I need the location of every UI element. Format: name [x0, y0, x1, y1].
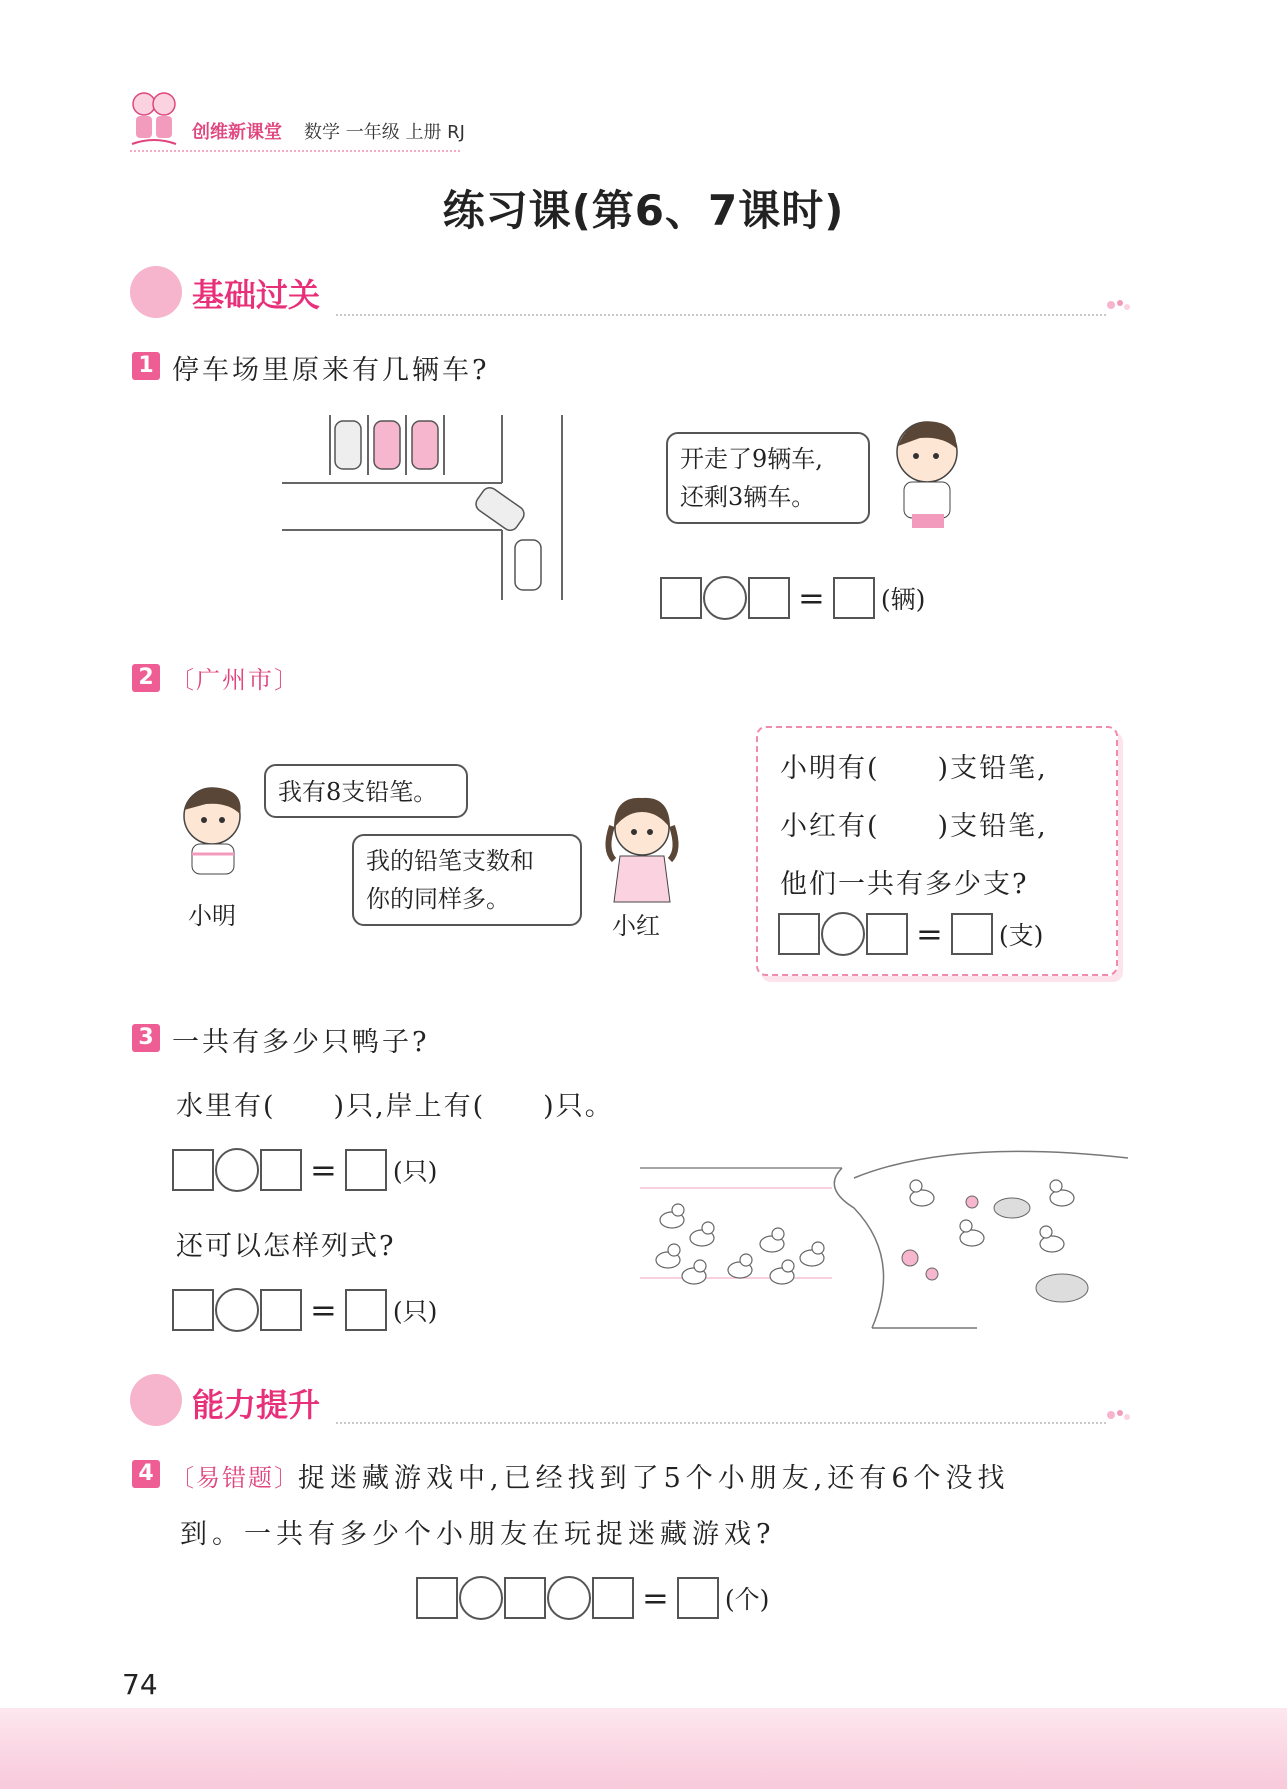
q3-alt-prompt: 还可以怎样列式?	[176, 1231, 396, 1262]
brand-name: 创维新课堂	[192, 122, 282, 143]
q2-line-2: 小红有( )支铅笔,	[780, 811, 1048, 842]
speech-bubble-cars	[666, 432, 870, 524]
q4-equation	[416, 1576, 769, 1620]
equals-sign: =	[916, 915, 943, 953]
q3-equation-1	[172, 1148, 437, 1192]
answer-box[interactable]	[172, 1149, 214, 1191]
unit-label: (辆)	[880, 585, 926, 614]
q2-line-1: 小明有( )支铅笔,	[780, 753, 1048, 784]
boy-character-icon	[872, 410, 977, 535]
operator-circle[interactable]	[459, 1576, 503, 1620]
unit-label: (支)	[998, 921, 1044, 950]
xiaohong-name: 小红	[612, 912, 660, 940]
question-3-text: 一共有多少只鸭子?	[172, 1027, 430, 1058]
question-2-number: 2	[132, 664, 160, 692]
xiaohong-character-icon	[598, 790, 688, 910]
speech-bubble-xiaoming: 我有8支铅笔。	[264, 764, 468, 818]
operator-circle[interactable]	[703, 576, 747, 620]
unit-label: (只)	[392, 1297, 438, 1326]
bubble-line-1: 我的铅笔支数和	[366, 847, 534, 875]
question-3-number: 3	[132, 1024, 160, 1052]
answer-box[interactable]	[660, 577, 702, 619]
q2-line-3: 他们一共有多少支?	[780, 869, 1029, 900]
section-basic-title: 基础过关	[192, 276, 321, 314]
answer-box[interactable]	[260, 1149, 302, 1191]
bubble-line-2: 还剩3辆车。	[680, 483, 816, 511]
header-divider	[130, 150, 460, 152]
answer-box[interactable]	[504, 1577, 546, 1619]
question-1-number: 1	[132, 352, 160, 380]
question-1-text: 停车场里原来有几辆车?	[172, 355, 490, 386]
footer-band	[0, 1708, 1287, 1789]
bubble-line-1: 开走了9辆车,	[680, 445, 823, 473]
result-box[interactable]	[833, 577, 875, 619]
decor-dots-icon	[1106, 1408, 1132, 1422]
section-basic-icon	[130, 266, 182, 318]
speech-bubble-xiaohong	[352, 834, 582, 926]
equals-sign: =	[310, 1151, 337, 1189]
section-basic-divider	[336, 314, 1106, 316]
page-title: 练习课(第6、7课时)	[442, 186, 845, 235]
question-4-text-line1: 捉迷藏游戏中,已经找到了5个小朋友,还有6个没找	[298, 1463, 1010, 1494]
section-advanced-title: 能力提升	[192, 1386, 321, 1424]
result-box[interactable]	[951, 913, 993, 955]
q2-question-box	[756, 726, 1118, 976]
q2-equation	[778, 912, 1043, 956]
operator-circle[interactable]	[821, 912, 865, 956]
page-number: 74	[122, 1668, 158, 1701]
unit-label: (只)	[392, 1157, 438, 1186]
section-advanced-icon	[130, 1374, 182, 1426]
decor-dots-icon	[1106, 298, 1132, 312]
section-advanced-divider	[336, 1422, 1106, 1424]
answer-box[interactable]	[592, 1577, 634, 1619]
equals-sign: =	[310, 1291, 337, 1329]
q3-equation-2	[172, 1288, 437, 1332]
answer-box[interactable]	[172, 1289, 214, 1331]
series-logo-icon	[128, 88, 180, 150]
xiaoming-character-icon	[170, 780, 265, 890]
ducks-pond-illustration	[632, 1148, 1128, 1334]
result-box[interactable]	[345, 1149, 387, 1191]
question-4-tag: 〔易错题〕	[170, 1464, 300, 1492]
parking-lot-illustration	[282, 415, 572, 610]
bubble-line-2: 你的同样多。	[366, 885, 510, 913]
equals-sign: =	[798, 579, 825, 617]
unit-label: (个)	[724, 1585, 770, 1614]
operator-circle[interactable]	[215, 1288, 259, 1332]
question-4-number: 4	[132, 1460, 160, 1488]
answer-box[interactable]	[778, 913, 820, 955]
question-2-source: 〔广州市〕	[170, 666, 300, 694]
q1-equation	[660, 576, 925, 620]
xiaoming-name: 小明	[188, 902, 236, 930]
equals-sign: =	[642, 1579, 669, 1617]
book-info: 数学 一年级 上册 RJ	[304, 122, 465, 143]
result-box[interactable]	[677, 1577, 719, 1619]
answer-box[interactable]	[260, 1289, 302, 1331]
operator-circle[interactable]	[215, 1148, 259, 1192]
answer-box[interactable]	[416, 1577, 458, 1619]
q3-fill-line: 水里有( )只,岸上有( )只。	[176, 1091, 614, 1122]
question-4-text-line2: 到。一共有多少个小朋友在玩捉迷藏游戏?	[180, 1519, 776, 1550]
answer-box[interactable]	[748, 577, 790, 619]
answer-box[interactable]	[866, 913, 908, 955]
result-box[interactable]	[345, 1289, 387, 1331]
operator-circle[interactable]	[547, 1576, 591, 1620]
